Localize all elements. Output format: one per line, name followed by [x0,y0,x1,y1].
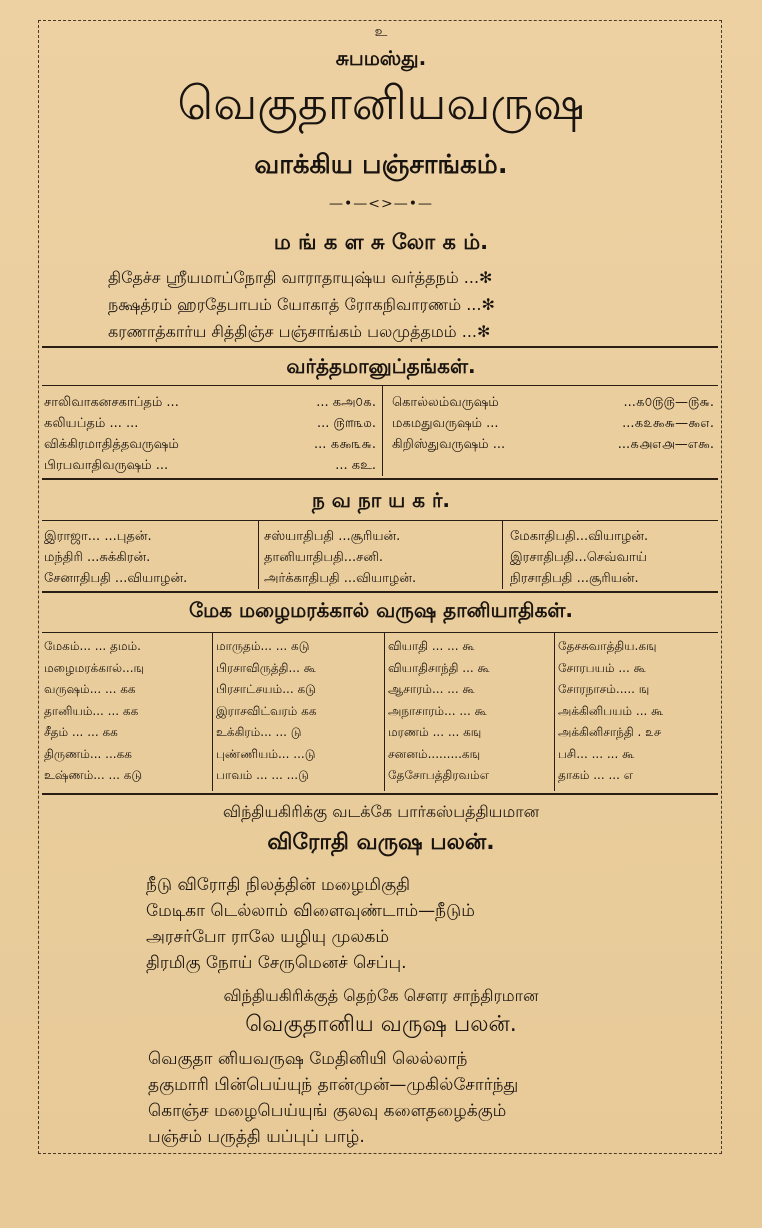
rain-entry: பசி... ... ... கூ [558,746,635,761]
rain-entry: சோரநாசம்..... ஙு [558,682,650,696]
rain-entry: ஆசாரம்... ... கூ [388,682,475,696]
sloka-line: கரணாத்கார்ய சித்திஞ்ச பஞ்சாங்கம் பலமுத்தமம் ...✻ [108,322,491,341]
rain-entry: தானியம்... ... கக [44,703,139,718]
rain-entry: வருஷம்... ... கக [44,682,136,696]
rain-column-1 [44,636,208,787]
rain-column-3 [388,636,550,787]
lords-heading: ந வ நா ய க ர். [311,488,451,512]
verse-line: மேடிகா டெல்லாம் விளைவுண்டாம்—நீடும் [146,901,475,921]
south-intro: விந்தியகிரிக்குத் தெற்கே சௌர சாந்திரமான [223,986,539,1005]
rain-entry: மழைமரக்கால்...ஙு [44,660,145,675]
rain-entry: மரணம் ... ... கஙு [388,725,482,739]
rain-entry: தாகம் ... ... எ [558,768,634,782]
divider-line [42,793,718,795]
rain-entry: தேசோபத்திரவம்எ [388,768,490,782]
divider-line [42,346,718,348]
north-intro: விந்தியகிரிக்கு வடக்கே பார்கஸ்பத்தியமான [222,802,540,821]
north-verse [146,872,475,976]
rain-entry: மாருதம்... ... கடு [216,639,310,653]
lord-entry: மந்திரி ...சுக்கிரன். [44,550,151,565]
column-divider [258,521,259,589]
rain-entry: திருணம்... ...கக [44,746,132,761]
era-row: சாலிவாகனசகாப்தம் ... ... கஅ௦௧. [44,395,376,410]
lords-column-2 [264,526,498,589]
rain-entry: சனனம்.........கஙு [388,746,481,761]
lord-entry: மேகாதிபதி...வியாழன். [510,529,649,544]
south-verse [148,1046,518,1150]
invocation-mark: உ [374,24,388,40]
rain-column-2 [216,636,380,787]
subhamastu-line: சுபமஸ்து. [335,46,427,70]
sloka-heading: ம ங் க ள சு லோ க ம். [273,230,489,254]
sloka-line: திதேச்ச ஸ்ரீயமாப்நோதி வாராதாயுஷ்ய வர்த்தநம் ...✻ [108,268,493,287]
era-row: மகமதுவருஷம் ... ...௧௨௯௬—௯௭. [392,416,714,431]
divider-line [42,520,718,521]
rain-entry: வியாதி ... ... கூ [388,639,475,653]
sloka-block [108,264,495,345]
rain-entry: அநாசாரம்... ... கூ [388,703,487,718]
rain-entry: அக்கினிபயம் ... கூ [558,703,664,718]
rain-entry: மேகம்... ... தமம். [44,639,141,653]
page-title: வெகுதானியவருஷ [177,76,585,130]
era-row: கலியப்தம் ... ... ... ௫௱௩௰. [44,416,376,431]
eras-heading: வர்த்தமானுப்தங்கள். [286,354,476,378]
verse-line: திரமிகு நோய் சேருமெனச் செப்பு. [146,953,407,973]
lords-column-1 [44,526,254,589]
lord-entry: நிரசாதிபதி ...சூரியன். [510,571,639,586]
ornament-divider: —•—<>—•— [329,196,433,212]
rain-entry: வியாதிசாந்தி ... கூ [388,660,490,675]
verse-line: பஞ்சம் பருத்தி யப்புப் பாழ். [148,1127,365,1147]
era-row: பிரபவாதிவருஷம் ... ... கஉ. [44,458,376,473]
sloka-line: நக்ஷத்ரம் ஹரதேபாபம் யோகாத் ரோகநிவாரணம் ...✻ [108,295,495,314]
rain-entry: சோரபயம் ... கூ [558,660,646,675]
page-subtitle: வாக்கிய பஞ்சாங்கம். [254,150,508,180]
lord-entry: தானியாதிபதி...சனி. [264,550,384,565]
rain-entry: சீதம் ... ... கக [44,725,118,739]
verse-line: அரசர்போ ராலே யழியு முலகம் [146,927,390,947]
rain-entry: உஷ்ணம்... ... கடு [44,768,143,782]
eras-left-column [44,392,376,476]
column-divider [502,521,503,589]
verse-line: வெகுதா னியவருஷ மேதினியி லெல்லாந் [148,1049,468,1069]
divider-line [42,591,718,593]
rain-entry: உக்கிரம்... ... டு [216,725,302,739]
lord-entry: சேனாதிபதி ...வியாழன். [44,571,188,586]
era-row: கிறிஸ்துவருஷம் ... ...௧௮௭௮—எ௯. [392,437,714,452]
eras-right-column [392,392,714,455]
divider-line [42,478,718,480]
rain-column-4 [558,636,716,787]
rain-entry: தேசசுவாத்திய.கஙு [558,639,657,653]
column-divider [212,633,213,791]
column-divider [382,386,383,476]
north-heading: விரோதி வருஷ பலன். [267,830,495,855]
lord-entry: அர்க்காதிபதி ...வியாழன். [264,571,417,586]
rain-entry: அக்கினிசாந்தி . ௨௪ [558,725,662,739]
era-row: விக்கிரமாதித்தவருஷம் ... ௧௯௩௬. [44,437,376,452]
south-heading: வெகுதானிய வருஷ பலன். [245,1012,517,1037]
verse-line: நீடு விரோதி நிலத்தின் மழைமிகுதி [146,875,411,895]
rain-entry: பிரசாவிருத்தி... கூ [216,660,316,675]
rain-entry: இராசவிட்வரம் கக [216,703,317,718]
era-row: கொல்லம்வருஷம் ...௧௦௫௫—௫௬. [392,395,714,410]
verse-line: கொஞ்ச மழைபெய்யுங் குலவு களைதழைக்கும் [148,1101,507,1121]
verse-line: தகுமாரி பின்பெய்யுந் தான்முன்—முகில்சோர்ந்து [148,1075,519,1095]
column-divider [384,633,385,791]
lords-column-3 [510,526,716,589]
lord-entry: இராஜா... ...புதன். [44,529,152,544]
divider-line [42,632,718,633]
rain-entry: பிரசாட்சயம்... கடு [216,682,316,696]
lord-entry: இரசாதிபதி...செவ்வாய் [510,550,647,565]
rain-heading: மேக மழைமரக்கால் வருஷ தானியாதிகள். [188,598,574,622]
lord-entry: சஸ்யாதிபதி ...சூரியன். [264,529,401,544]
column-divider [554,633,555,791]
divider-line [42,385,718,386]
rain-entry: புண்ணியம்... ...டு [216,746,316,761]
rain-entry: பாவம் ... ... ...டு [216,768,309,782]
